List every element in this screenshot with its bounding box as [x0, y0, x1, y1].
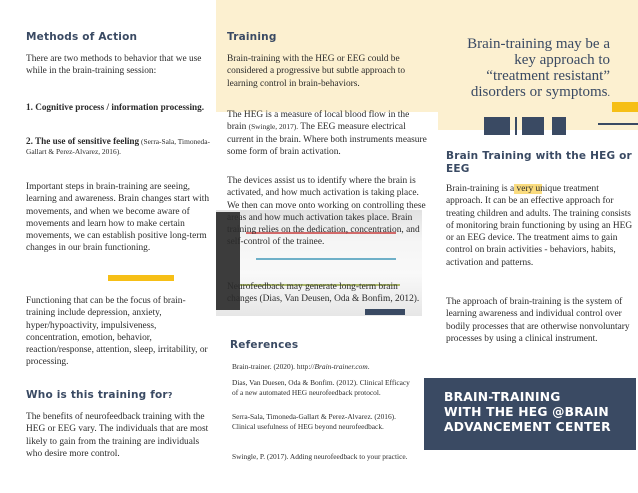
method-item-2-title: 2. The use of sensitive feeling: [26, 136, 140, 146]
panel-left: [0, 0, 216, 493]
tagline-period: .: [607, 88, 610, 99]
references-heading: References: [230, 339, 299, 351]
yellow-accent-block: [612, 102, 638, 112]
reference-4: Swingle, P. (2017). Adding neurofeedback to your practice.: [232, 452, 408, 461]
tagline-line-1: Brain-training may be a: [467, 36, 610, 52]
training-paragraph-2: [227, 109, 427, 158]
reference-1-a: Brain-trainer. (2020). http://: [232, 362, 315, 371]
reference-3: Serra-Sala, Timoneda-Gallart & Perez-Alvarez. (2016). Clinical usefulness of HEG beyond neurofeedback.: [232, 412, 396, 431]
brain-training-paragraph-2: The approach of brain-training is the system of learning awareness and individual control over bodily processes that are otherwise nonvoluntary processes by using a clinical instrument.: [446, 297, 630, 344]
photo-signal-line-blue: [256, 258, 396, 260]
training-paragraph-1: Brain-training with the HEG or EEG could be considered a progressive but subtle approach to learning control in brain-behaviors.: [227, 54, 406, 89]
training-paragraph-3: The devices assist us to identify where the brain is activated, and how much activation is taking place. We then can move onto working on controlling these areas and how much activation takes place. Brain training relies on the dedication, concentration, and self-control of the trainee.: [227, 176, 426, 248]
panel-middle: [216, 0, 438, 493]
center-title: [444, 390, 630, 435]
tagline-line-4-text: disorders or symptoms: [470, 84, 608, 100]
reference-1-link[interactable]: Brain-trainer.com: [314, 362, 368, 371]
tagline-line-2: key approach to: [514, 52, 610, 68]
steps-paragraph: Important steps in brain-training are seeing, learning and awareness. Brain changes start with movements, and when we become aware of movements and learn how to make certain movements, we can establish positive long-term changes in our brain functioning.: [26, 182, 210, 254]
method-item-1: 1. Cognitive process / information processing.: [26, 102, 205, 112]
center-title-line-1: BRAIN-TRAINING: [444, 390, 561, 404]
method-item-2-citation: (Serra-Sala, Timoneda-Gallart & Perez-Alvarez, 2016).: [26, 137, 210, 156]
reference-1-c: .: [367, 362, 370, 371]
center-title-line-2: WITH THE HEG @BRAIN: [444, 405, 609, 419]
who-heading-question-mark: ?: [167, 391, 173, 400]
tagline: [438, 36, 610, 102]
tagline-line-4: [438, 84, 610, 102]
who-paragraph: The benefits of neurofeedback training with the HEG or EEG vary. The individuals that are most likely to gain from the training are individuals who desire more control.: [26, 412, 209, 459]
who-heading: [26, 389, 173, 401]
panel-right: [438, 0, 638, 493]
training-paragraph-4: Neurofeedback may generate long-term brain changes (Dias, Van Deusen, Oda & Bonfim, 2012).: [227, 282, 420, 305]
methods-intro: There are two methods to behavior that we use while in the brain-training session:: [26, 54, 202, 77]
center-title-line-3: ADVANCEMENT CENTER: [444, 420, 611, 434]
center-title-box: [424, 378, 636, 450]
decorative-navy-square: [522, 117, 544, 135]
brain-training-paragraph-1: Brain-training is a very unique treatment approach. It can be an effective approach for treating children and adults. The training consists of monitoring brain functioning by using an HEG or an EEG device. The treatment aims to gain control on brain activities - behaviors, habits, activation and patterns.: [446, 184, 633, 268]
training-p2-text-b: The EEG measure electrical current in the brain. Where both instruments measure some form of brain activation.: [227, 122, 427, 157]
functioning-paragraph: Functioning that can be the focus of brain-training include depression, anxiety, hyper/hypoactivity, impulsiveness, concentration, emotion, behavior, reaction/response, attention, sleep, irritability, or processing.: [26, 296, 208, 368]
brain-training-heading: Brain Training with the HEG or EEG: [446, 150, 632, 175]
tagline-line-3: “treatment resistant”: [486, 68, 610, 84]
decorative-navy-line: [515, 117, 517, 135]
reference-2: Dias, Van Duesen, Oda & Bonfim. (2012). Clinical Efficacy of a new automated HEG neurofeedback protocol.: [232, 378, 410, 397]
navy-accent-bar: [365, 309, 405, 315]
who-heading-text: Who is this training for: [26, 389, 168, 401]
decorative-navy-line: [598, 123, 638, 125]
yellow-accent-bar: [108, 275, 174, 281]
method-item-2: [26, 136, 212, 157]
training-p2-text-a: The HEG is a measure of local blood flow in the brain: [227, 110, 410, 133]
reference-1: [232, 362, 412, 372]
decorative-navy-square: [552, 117, 566, 135]
training-heading: Training: [227, 31, 277, 43]
training-p2-citation: (Swingle, 2017).: [248, 122, 299, 132]
decorative-navy-square: [484, 117, 510, 135]
methods-heading: Methods of Action: [26, 31, 138, 43]
